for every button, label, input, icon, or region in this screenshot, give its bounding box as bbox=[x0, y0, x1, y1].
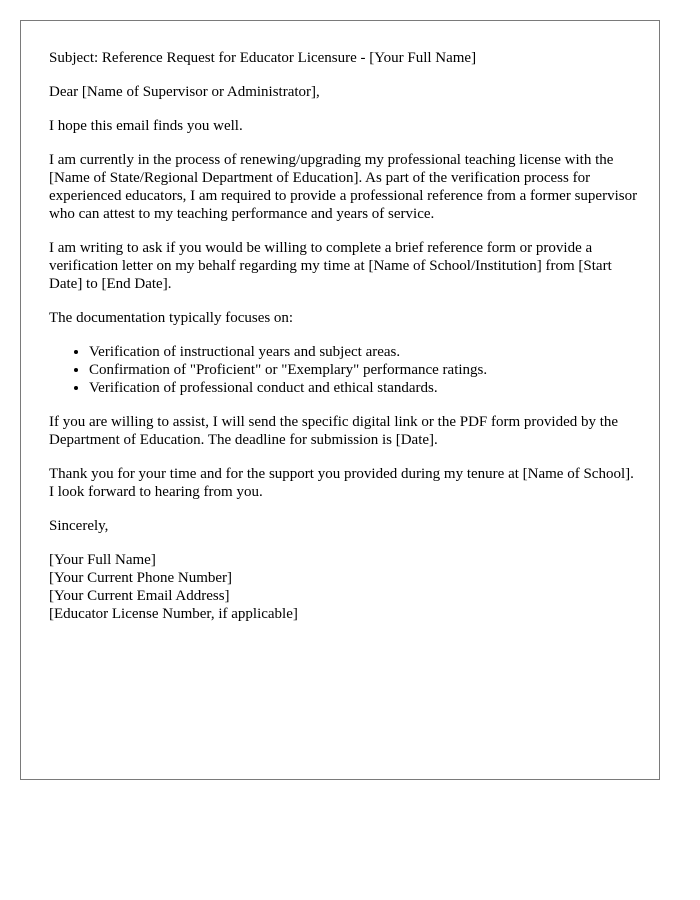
letter-body bbox=[49, 49, 639, 623]
intro-paragraph: I hope this email finds you well. bbox=[49, 118, 243, 134]
greeting: Dear [Name of Supervisor or Administrator], bbox=[49, 84, 320, 100]
signature-name: [Your Full Name] bbox=[49, 552, 156, 568]
signature-email: [Your Current Email Address] bbox=[49, 588, 230, 604]
list-intro: The documentation typically focuses on: bbox=[49, 310, 294, 326]
signature-block bbox=[49, 551, 639, 623]
list-item: • Confirmation of "Proficient" or "Exemplary" performance ratings. bbox=[89, 361, 639, 379]
documentation-list bbox=[49, 343, 639, 397]
submission-paragraph: If you are willing to assist, I will send the specific digital link or the PDF form provided by the Department of Education. The deadline for submission is [Date]. bbox=[49, 414, 619, 448]
list-item: • Verification of professional conduct and ethical standards. bbox=[89, 379, 639, 397]
closing: Sincerely, bbox=[49, 518, 109, 534]
subject-line: Subject: Reference Request for Educator Licensure - [Your Full Name] bbox=[49, 50, 477, 66]
signature-phone: [Your Current Phone Number] bbox=[49, 570, 233, 586]
license-renewal-paragraph: I am currently in the process of renewing/upgrading my professional teaching license with the [Name of State/Regional Department of Education]. As part of the verification process for experienced educators, I am required to provide a professional reference from a former supervisor who can attest to my teaching performance and years of service. bbox=[49, 152, 638, 222]
thanks-paragraph: Thank you for your time and for the support you provided during my tenure at [Name of School]. I look forward to hearing from you. bbox=[49, 466, 634, 500]
list-item: • Verification of instructional years and subject areas. bbox=[89, 343, 639, 361]
letter-frame bbox=[20, 20, 660, 780]
signature-license: [Educator License Number, if applicable] bbox=[49, 606, 298, 622]
request-paragraph: I am writing to ask if you would be willing to complete a brief reference form or provide a verification letter on my behalf regarding my time at [Name of School/Institution] from [Start Date] to [End Date]. bbox=[49, 240, 612, 292]
